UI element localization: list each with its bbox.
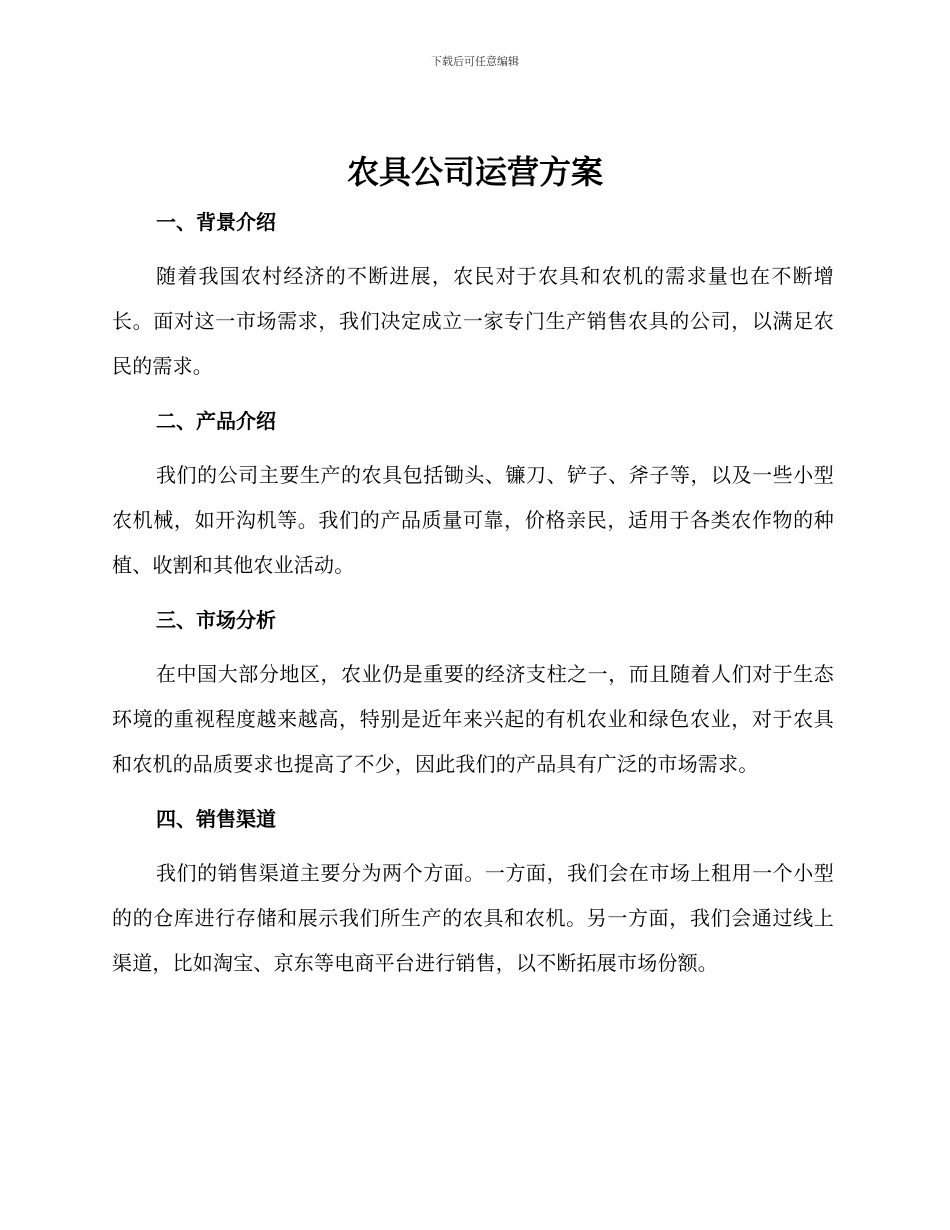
- section-background: [112, 204, 834, 389]
- document-body: [112, 204, 834, 1000]
- section-heading-market: 三、市场分析: [156, 608, 276, 632]
- section-sales-channels: [112, 801, 834, 986]
- section-products: [112, 403, 834, 588]
- header-note: 下载后可任意编辑: [431, 55, 519, 68]
- section-heading-background: 一、背景介绍: [156, 210, 276, 234]
- section-paragraph-sales-channels: 我们的销售渠道主要分为两个方面。一方面，我们会在市场上租用一个小型的的仓库进行存储和展示我们所生产的农具和农机。另一方面，我们会通过线上渠道，比如淘宝、京东等电商平台进行销售，以不断拓展市场份额。: [112, 861, 834, 975]
- section-heading-products: 二、产品介绍: [156, 409, 276, 433]
- section-paragraph-market: 在中国大部分地区，农业仍是重要的经济支柱之一，而且随着人们对于生态环境的重视程度越来越高，特别是近年来兴起的有机农业和绿色农业，对于农具和农机的品质要求也提高了不少，因此我们的产品具有广泛的市场需求。: [112, 662, 834, 776]
- document-title: 农具公司运营方案: [346, 153, 603, 191]
- section-paragraph-background: 随着我国农村经济的不断进展，农民对于农具和农机的需求量也在不断增长。面对这一市场需求，我们决定成立一家专门生产销售农具的公司，以满足农民的需求。: [112, 264, 834, 378]
- section-paragraph-products: 我们的公司主要生产的农具包括锄头、镰刀、铲子、斧子等，以及一些小型农机械，如开沟机等。我们的产品质量可靠，价格亲民，适用于各类农作物的种植、收割和其他农业活动。: [112, 463, 834, 577]
- section-heading-sales-channels: 四、销售渠道: [156, 807, 276, 831]
- section-market: [112, 602, 834, 787]
